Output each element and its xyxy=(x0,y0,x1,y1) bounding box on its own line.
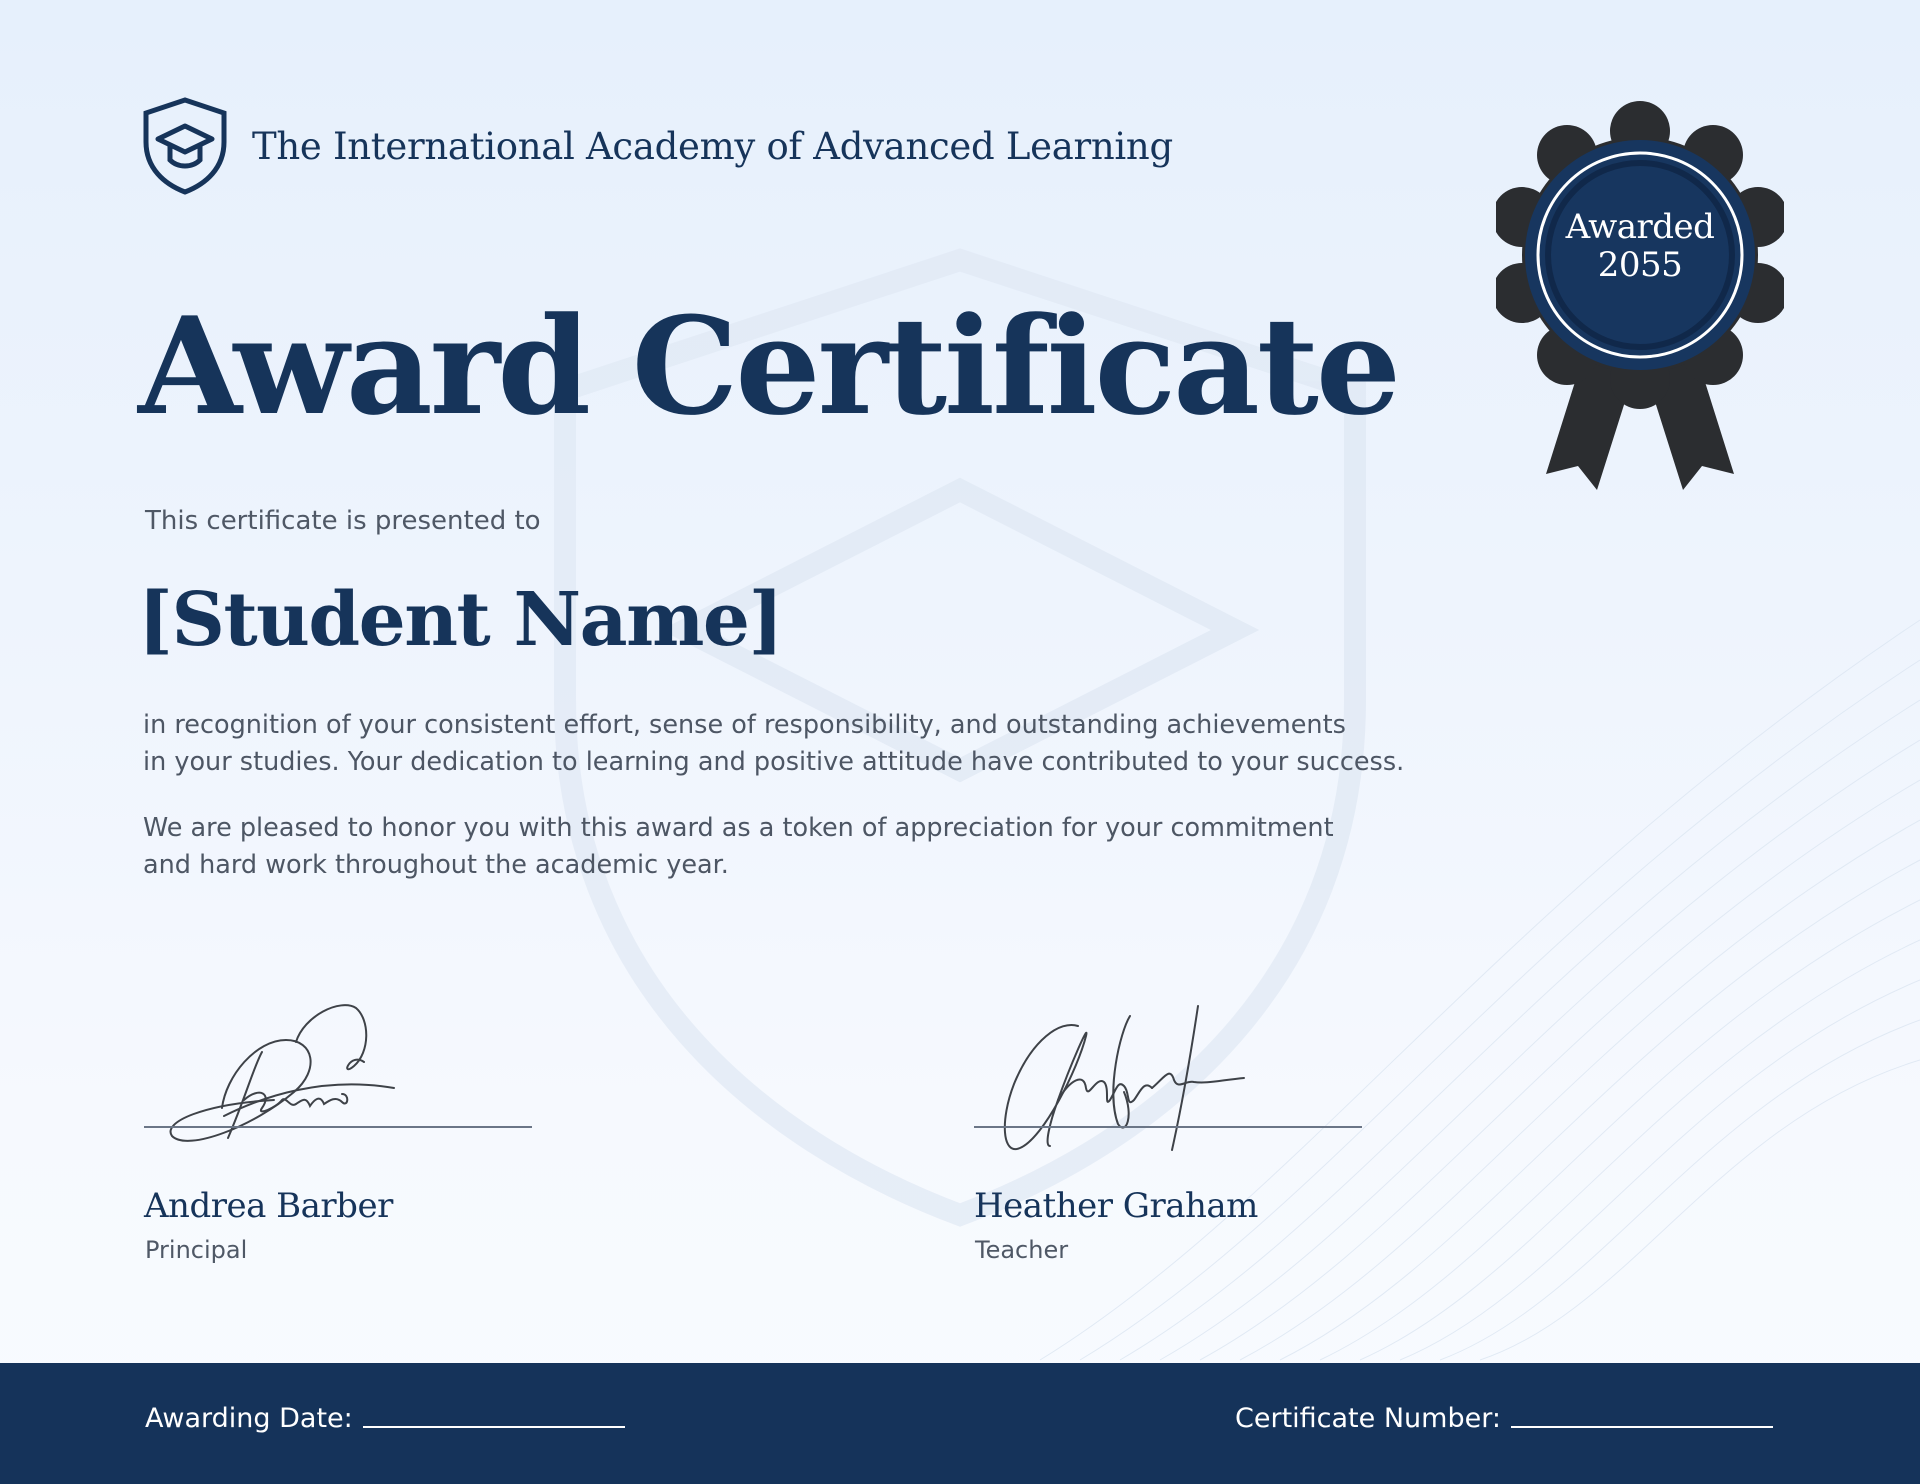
award-rosette-icon xyxy=(1496,98,1784,490)
awarding-date-field xyxy=(145,1403,625,1434)
signer-role: Teacher xyxy=(975,1236,1069,1264)
certificate-number-blank xyxy=(1511,1426,1773,1428)
certificate-footer xyxy=(0,1363,1920,1484)
signature-scribble xyxy=(144,996,544,1176)
honor-paragraph xyxy=(143,810,1543,884)
recognition-paragraph xyxy=(143,707,1543,781)
awarding-date-blank xyxy=(363,1426,625,1428)
certificate-number-label: Certificate Number: xyxy=(1235,1403,1501,1434)
award-seal xyxy=(1496,98,1784,490)
signer-name: Heather Graham xyxy=(974,1186,1258,1226)
seal-line-year: 2055 xyxy=(1597,245,1683,285)
signer-name: Andrea Barber xyxy=(144,1186,393,1226)
paragraph-line: in recognition of your consistent effort, sense of responsibility, and outstanding achievements xyxy=(143,710,1346,740)
certificate-title: Award Certificate xyxy=(138,287,1399,445)
certificate-number-field xyxy=(1235,1403,1773,1434)
seal-line-awarded: Awarded xyxy=(1565,207,1715,247)
academy-name: The International Academy of Advanced Learning xyxy=(252,124,1173,168)
recipient-name: [Student Name] xyxy=(138,577,782,663)
awarding-date-label: Awarding Date: xyxy=(145,1403,353,1434)
seal-text xyxy=(1496,208,1784,284)
signer-role: Principal xyxy=(145,1236,248,1264)
signature-scribble xyxy=(974,996,1374,1176)
presented-to-label: This certificate is presented to xyxy=(145,506,541,536)
signature-line xyxy=(974,1126,1362,1128)
certificate-header xyxy=(142,94,1173,198)
paragraph-line: We are pleased to honor you with this award as a token of appreciation for your commitment xyxy=(143,813,1334,843)
paragraph-line: and hard work throughout the academic year. xyxy=(143,850,729,880)
paragraph-line: in your studies. Your dedication to learning and positive attitude have contributed to your success. xyxy=(143,747,1405,777)
signature-line xyxy=(144,1126,532,1128)
graduation-cap-shield-icon xyxy=(142,96,228,196)
